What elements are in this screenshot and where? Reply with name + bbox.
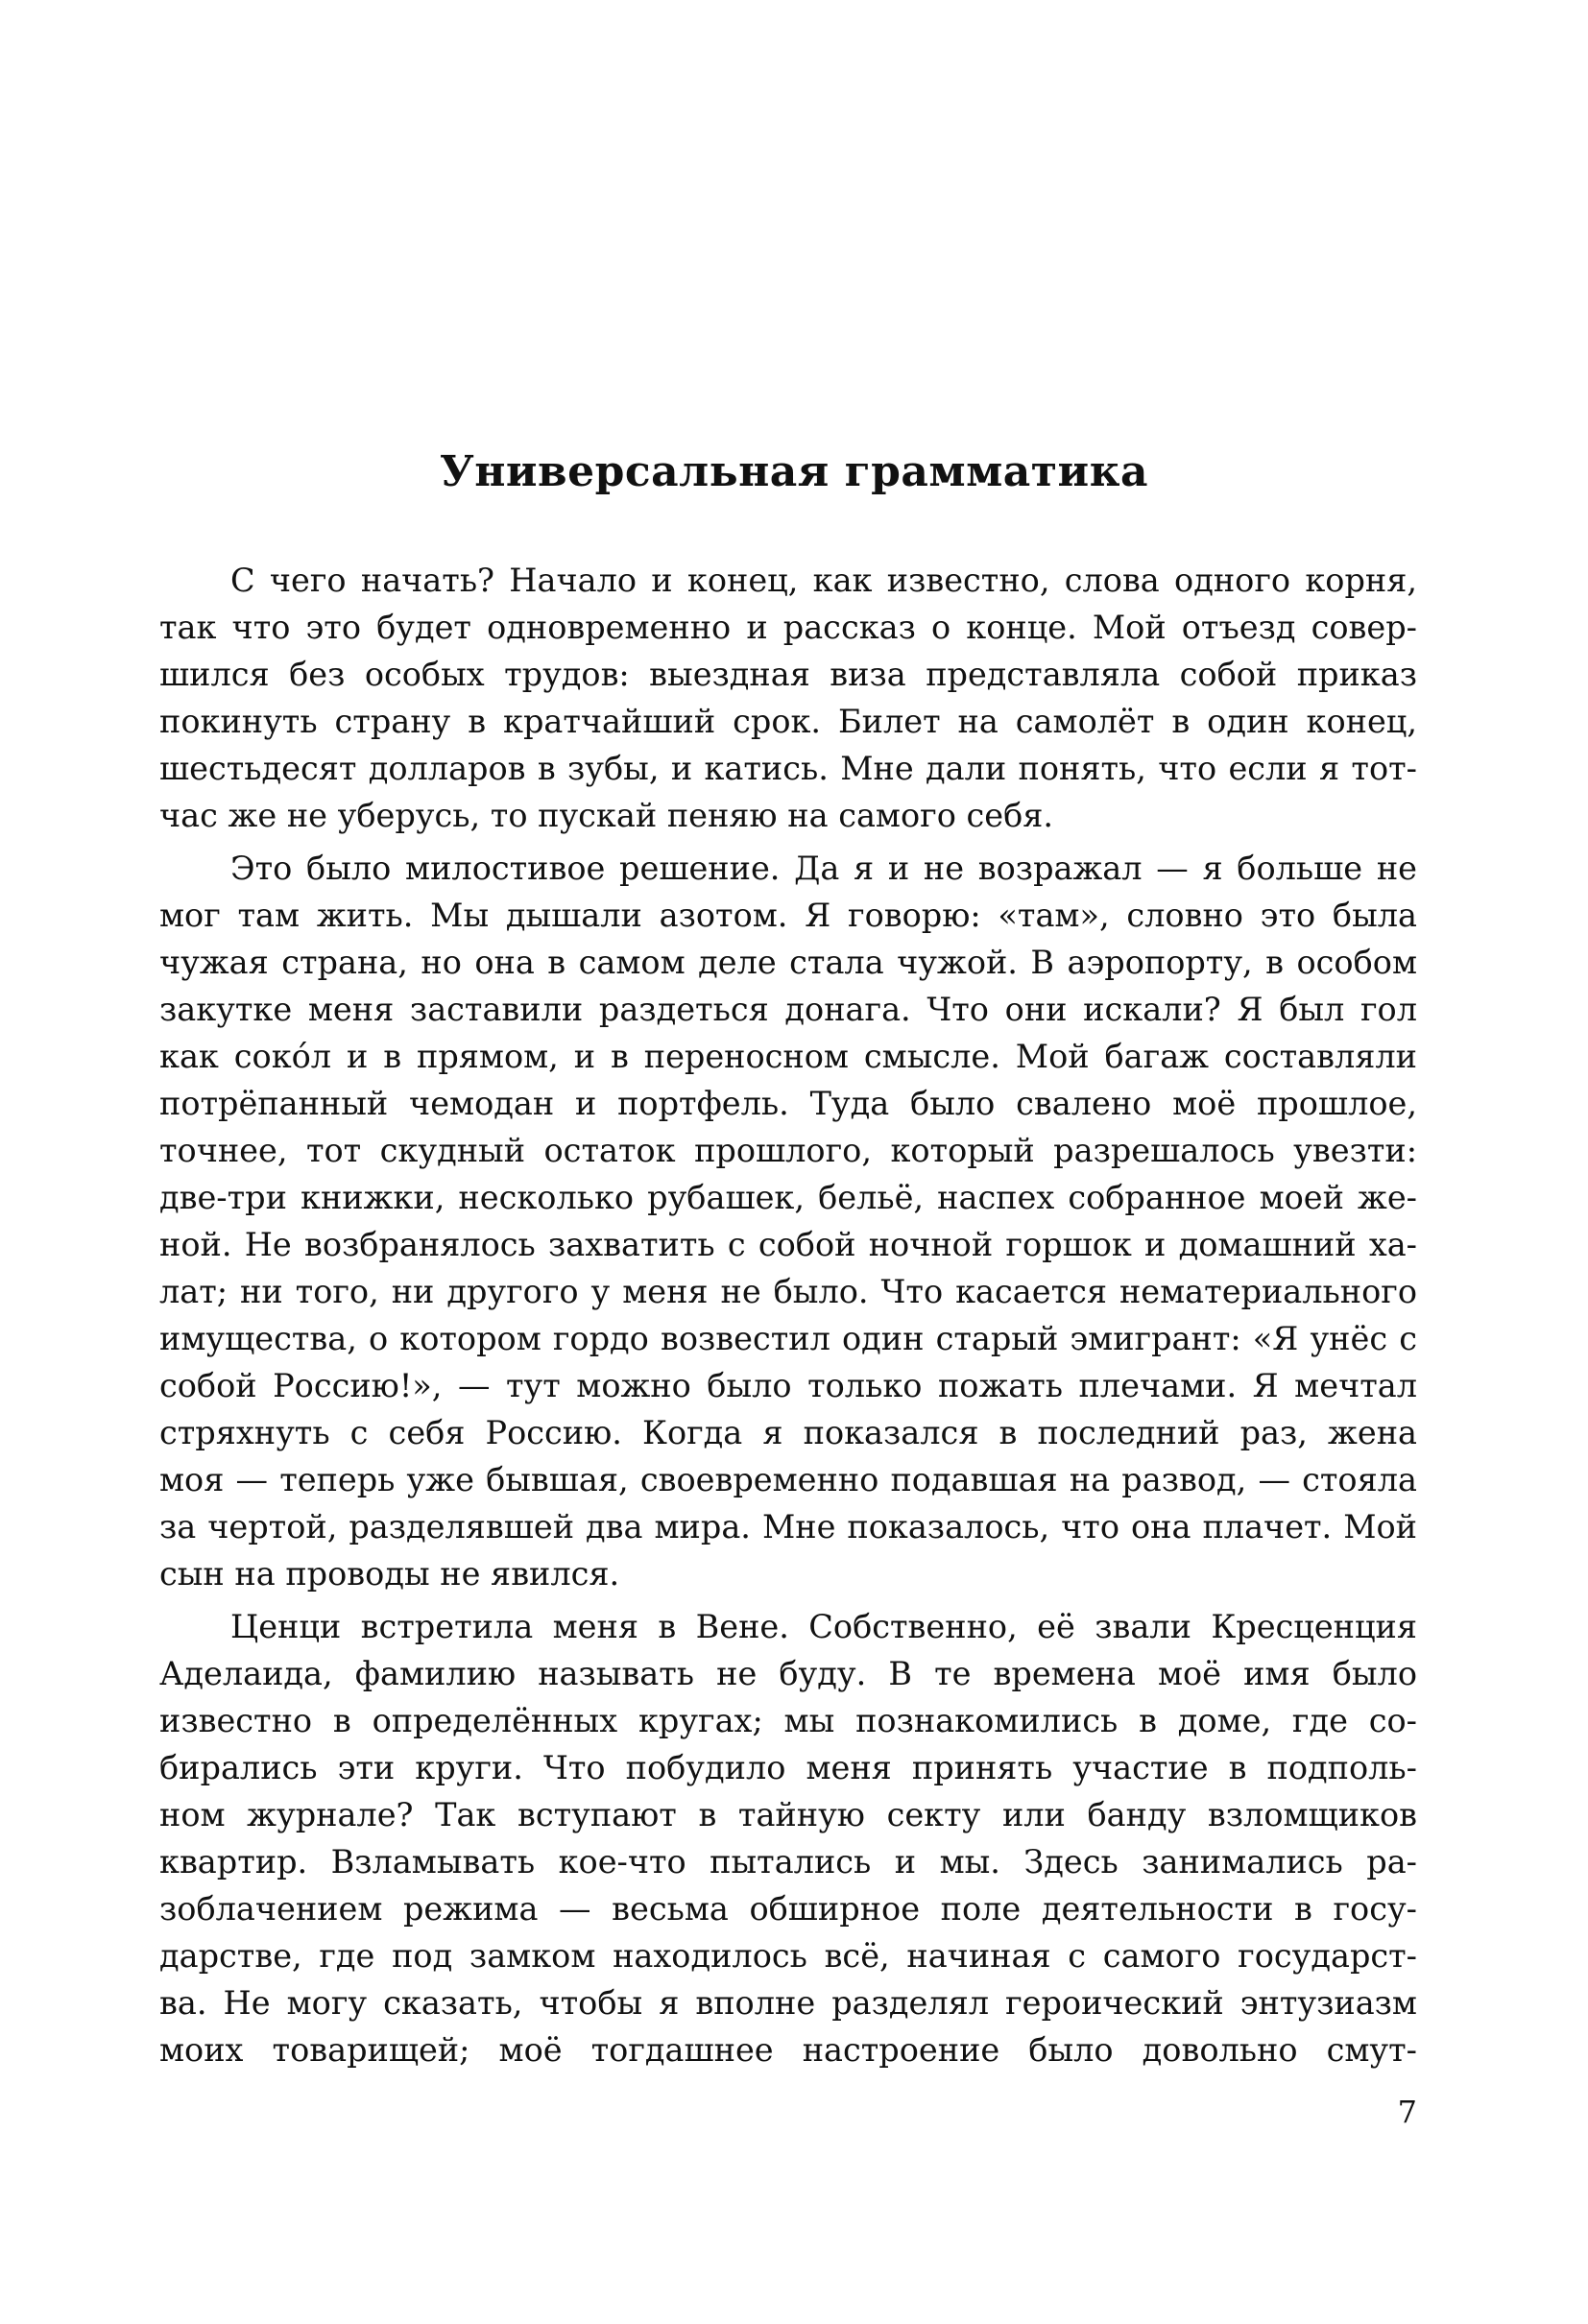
text-line: ной. Не возбранялось захватить с собой ночной горшок и домашний ха- [159, 1226, 1417, 1263]
text-line: лат; ни того, ни другого у меня не было. Что касается нематериального [159, 1273, 1417, 1310]
text-line: две-три книжки, несколько рубашек, бельё, наспех собранное моей же- [159, 1179, 1417, 1216]
text-line: так что это будет одновременно и рассказ о конце. Мой отъезд совер- [159, 609, 1417, 646]
chapter-title: Универсальная грамматика [440, 447, 1148, 496]
text-line: имущества, о котором гордо возвестил один старый эмигрант: «Я унёс с [159, 1320, 1417, 1357]
text-line: мог там жить. Мы дышали азотом. Я говорю: «там», словно это была [159, 897, 1417, 934]
text-line: как сокóл и в прямом, и в переносном смысле. Мой багаж составляли [159, 1038, 1417, 1075]
text-line: стряхнуть с себя Россию. Когда я показался в последний раз, жена [159, 1414, 1417, 1451]
text-line: известно в определённых кругах; мы познакомились в доме, где со- [159, 1702, 1417, 1739]
text-line: квартир. Взламывать кое-что пытались и мы. Здесь занимались ра- [159, 1843, 1417, 1881]
text-line: зоблачением режима — весьма обширное поле деятельности в госу- [159, 1890, 1417, 1928]
text-line: Это было милостивое решение. Да я и не возражал — я больше не [230, 850, 1417, 887]
body-text [159, 557, 1417, 2079]
text-line: моя — теперь уже бывшая, своевременно подавшая на развод, — стояла [159, 1461, 1417, 1498]
text-line: чужая страна, но она в самом деле стала чужой. В аэропорту, в особом [159, 944, 1417, 981]
text-line: час же не уберусь, то пускай пеняю на самого себя. [159, 797, 1054, 834]
text-line: ва. Не могу сказать, чтобы я вполне разделял героический энтузиазм [159, 1984, 1417, 2022]
text-line: Аделаида, фамилию называть не буду. В те времена моё имя было [159, 1655, 1417, 1692]
paragraph-1 [159, 557, 1417, 839]
text-line: ном журнале? Так вступают в тайную секту или банду взломщиков [159, 1796, 1417, 1833]
paragraph-2 [159, 845, 1417, 1597]
text-line: собой Россию!», — тут можно было только пожать плечами. Я мечтал [159, 1367, 1417, 1404]
text-line: Ценци встретила меня в Вене. Собственно, её звали Кресценция [230, 1608, 1417, 1645]
text-line: сын на проводы не явился. [159, 1555, 620, 1593]
text-line: потрёпанный чемодан и портфель. Туда было свалено моё прошлое, [159, 1085, 1417, 1122]
text-line: С чего начать? Начало и конец, как известно, слова одного корня, [230, 562, 1417, 599]
text-line: шестьдесят долларов в зубы, и катись. Мне дали понять, что если я тот- [159, 750, 1417, 787]
text-line: дарстве, где под замком находилось всё, начиная с самого государст- [159, 1937, 1417, 1975]
page-number: 7 [1397, 2094, 1417, 2130]
text-line: за чертой, разделявшей два мира. Мне показалось, что она плачет. Мой [159, 1508, 1417, 1545]
text-line: бирались эти круги. Что побудило меня принять участие в подполь- [159, 1749, 1417, 1786]
text-line: моих товарищей; моё тогдашнее настроение было довольно смут- [159, 2031, 1417, 2069]
text-line: закутке меня заставили раздеться донага. Что они искали? Я был гол [159, 991, 1417, 1028]
text-line: покинуть страну в кратчайший срок. Билет на самолёт в один конец, [159, 703, 1417, 740]
paragraph-3 [159, 1603, 1417, 2073]
text-line: шился без особых трудов: выездная виза представляла собой приказ [159, 656, 1417, 693]
text-line: точнее, тот скудный остаток прошлого, который разрешалось увезти: [159, 1132, 1417, 1169]
